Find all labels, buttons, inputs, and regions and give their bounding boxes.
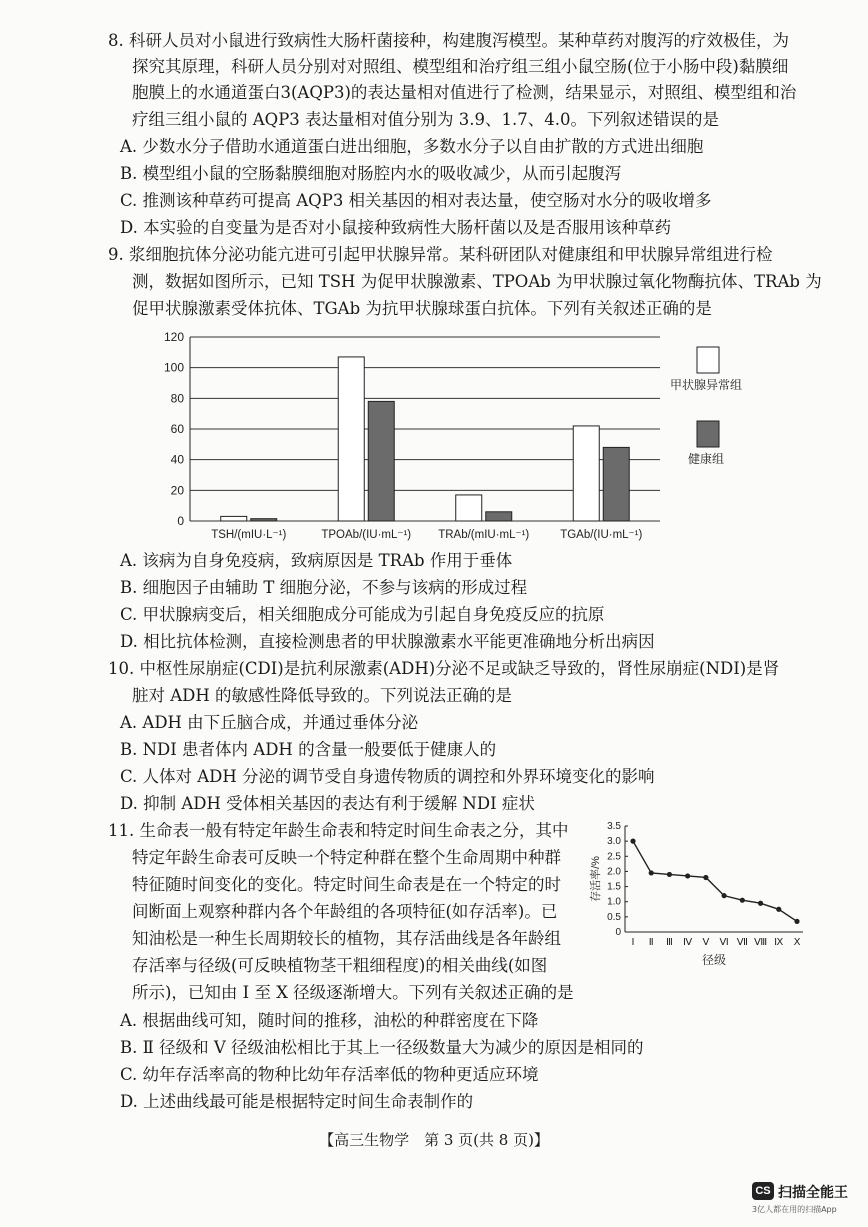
q10-option-d: D. 抑制 ADH 受体相关基因的表达有利于缓解 NDI 症状 (120, 794, 535, 813)
data-point (685, 873, 690, 878)
bar-abnormal (456, 495, 482, 521)
q11-stem-line-1: 11. 生命表一般有特定年龄生命表和特定时间生命表之分，其中 (108, 821, 569, 840)
scanner-watermark (752, 1182, 852, 1222)
legend-label: 甲状腺异常组 (669, 378, 743, 392)
data-point (722, 893, 727, 898)
q9-option-c: C. 甲状腺病变后，相关细胞成分可能成为引起自身免疫反应的抗原 (120, 605, 605, 624)
q11-stem-line-4: 间断面上观察种群内各个年龄组的各项特征(如存活率)。已 (132, 902, 558, 921)
q8-option-a: A. 少数水分子借助水通道蛋白进出细胞，多数水分子以自由扩散的方式进出细胞 (120, 137, 704, 156)
data-point (630, 839, 635, 844)
data-point (703, 875, 708, 880)
x-tick-label: TSH/(mIU·L⁻¹) (211, 529, 287, 541)
q11-option-a: A. 根据曲线可知，随时间的推移，油松的种群密度在下降 (120, 1011, 539, 1030)
q9-option-b: B. 细胞因子由辅助 T 细胞分泌，不参与该病的形成过程 (120, 578, 528, 597)
q10-option-b: B. NDI 患者体内 ADH 的含量一般要低于健康人的 (120, 740, 497, 759)
x-tick-label: Ⅹ (793, 937, 801, 948)
y-tick-label: 60 (170, 422, 184, 436)
bar-abnormal (573, 426, 599, 521)
legend-swatch (697, 347, 719, 373)
q8-option-b: B. 模型组小鼠的空肠黏膜细胞对肠腔内水的吸收减少，从而引起腹泻 (120, 164, 622, 183)
q10-stem-line-2: 脏对 ADH 的敏感性降低导致的。下列说法正确的是 (132, 686, 513, 705)
y-tick-label: 0 (615, 927, 621, 938)
bar-abnormal (221, 516, 247, 521)
bar-healthy (486, 512, 512, 521)
x-axis-label: 径级 (701, 953, 727, 967)
q9-option-d: D. 相比抗体检测，直接检测患者的甲状腺激素水平能更准确地分析出病因 (120, 632, 655, 651)
x-tick-label: TGAb/(IU·mL⁻¹) (560, 529, 643, 541)
x-tick-label: Ⅷ (753, 937, 768, 948)
y-axis-label: 存活率/% (590, 856, 602, 902)
data-point (794, 919, 799, 924)
bar-healthy (603, 447, 629, 521)
q9-stem-line-2: 测，数据如图所示，已知 TSH 为促甲状腺激素、TPOAb 为甲状腺过氧化物酶抗体、TRAb 为 (132, 272, 822, 291)
data-point (740, 898, 745, 903)
y-tick-label: 80 (170, 391, 184, 406)
bar-chart (150, 325, 760, 547)
legend-label: 健康组 (687, 452, 725, 466)
q11-stem-line-2: 特定年龄生命表可反映一个特定种群在整个生命周期中种群 (132, 848, 561, 867)
q8-stem-line-2: 探究其原理，科研人员分别对对照组、模型组和治疗组三组小鼠空肠(位于小肠中段)黏膜细 (132, 57, 789, 76)
x-tick-label: Ⅴ (702, 937, 710, 948)
q9-stem-line-1: 9. 浆细胞抗体分泌功能亢进可引起甲状腺异常。某科研团队对健康组和甲状腺异常组进行检 (108, 245, 773, 264)
y-tick-label: 2.5 (607, 851, 621, 863)
q11-option-b: B. Ⅱ 径级和 Ⅴ 径级油松相比于其上一径级数量大为减少的原因是相同的 (120, 1038, 644, 1057)
x-tick-label: Ⅱ (648, 937, 654, 948)
bar-healthy (251, 519, 277, 521)
q11-stem-line-3: 特征随时间变化的变化。特定时间生命表是在一个特定的时 (132, 875, 561, 894)
survival-line-chart (585, 818, 815, 976)
bar-healthy (368, 401, 394, 521)
y-tick-label: 0 (177, 514, 184, 528)
scanner-tagline: 3亿人都在用的扫描App (752, 1205, 837, 1214)
y-tick-label: 0.5 (607, 911, 621, 923)
q11-option-d: D. 上述曲线最可能是根据特定时间生命表制作的 (120, 1092, 474, 1111)
data-point (776, 907, 781, 912)
q8-stem-line-4: 疗组三组小鼠的 AQP3 表达量相对值分别为 3.9、1.7、4.0。下列叙述错误的是 (132, 110, 719, 129)
scanner-logo-icon: CS (752, 1182, 774, 1200)
x-tick-label: Ⅵ (719, 937, 729, 948)
scanner-name: 扫描全能王 (778, 1185, 848, 1201)
data-point (667, 872, 672, 877)
x-tick-label: Ⅰ (631, 937, 635, 948)
q9-option-a: A. 该病为自身免疫病，致病原因是 TRAb 作用于垂体 (120, 551, 513, 570)
x-tick-label: Ⅶ (736, 937, 748, 948)
y-tick-label: 3.0 (607, 836, 621, 848)
y-tick-label: 100 (163, 360, 184, 375)
q10-option-c: C. 人体对 ADH 分泌的调节受自身遗传物质的调控和外界环境变化的影响 (120, 767, 655, 786)
survival-curve (633, 841, 797, 921)
q11-option-c: C. 幼年存活率高的物种比幼年存活率低的物种更适应环境 (120, 1065, 539, 1084)
y-tick-label: 1.5 (607, 881, 621, 893)
y-tick-label: 20 (170, 483, 184, 498)
q8-option-d: D. 本实验的自变量为是否对小鼠接种致病性大肠杆菌以及是否服用该种草药 (120, 218, 672, 237)
q8-stem-line-3: 胞膜上的水通道蛋白3(AQP3)的表达量相对值进行了检测，结果显示，对照组、模型组和治 (132, 83, 797, 102)
y-tick-label: 120 (163, 330, 184, 344)
x-tick-label: TPOAb/(IU·mL⁻¹) (321, 529, 412, 541)
x-tick-label: TRAb/(mIU·mL⁻¹) (438, 529, 530, 541)
x-tick-label: Ⅲ (665, 937, 673, 948)
q11-stem-line-6: 存活率与径级(可反映植物茎干粗细程度)的相关曲线(如图 (132, 956, 548, 975)
y-tick-label: 2.0 (607, 866, 621, 878)
q10-option-a: A. ADH 由下丘脑合成，并通过垂体分泌 (120, 713, 419, 732)
q8-option-c: C. 推测该种草药可提高 AQP3 相关基因的相对表达量，使空肠对水分的吸收增多 (120, 191, 712, 210)
bar-abnormal (338, 357, 364, 521)
page-footer: 【高三生物学 第 3 页(共 8 页)】 (319, 1131, 549, 1149)
x-tick-label: Ⅳ (683, 937, 693, 948)
legend-swatch (697, 421, 719, 447)
data-point (649, 870, 654, 875)
q10-stem-line-1: 10. 中枢性尿崩症(CDI)是抗利尿激素(ADH)分泌不足或缺乏导致的，肾性尿崩症(NDI)是肾 (108, 659, 780, 678)
q11-stem-line-5: 知油松是一种生长周期较长的植物，其存活曲线是各年龄组 (132, 929, 561, 948)
q11-stem-line-7: 所示)，已知由 Ⅰ 至 Ⅹ 径级逐渐增大。下列有关叙述正确的是 (132, 983, 574, 1002)
y-tick-label: 1.0 (607, 896, 621, 908)
q9-stem-line-3: 促甲状腺激素受体抗体、TGAb 为抗甲状腺球蛋白抗体。下列有关叙述正确的是 (132, 299, 712, 318)
x-tick-label: Ⅸ (774, 937, 784, 948)
data-point (758, 901, 763, 906)
y-tick-label: 3.5 (607, 821, 621, 832)
q8-stem-line-1: 8. 科研人员对小鼠进行致病性大肠杆菌接种，构建腹泻模型。某种草药对腹泻的疗效极佳，为 (108, 31, 789, 50)
y-tick-label: 40 (170, 452, 184, 467)
